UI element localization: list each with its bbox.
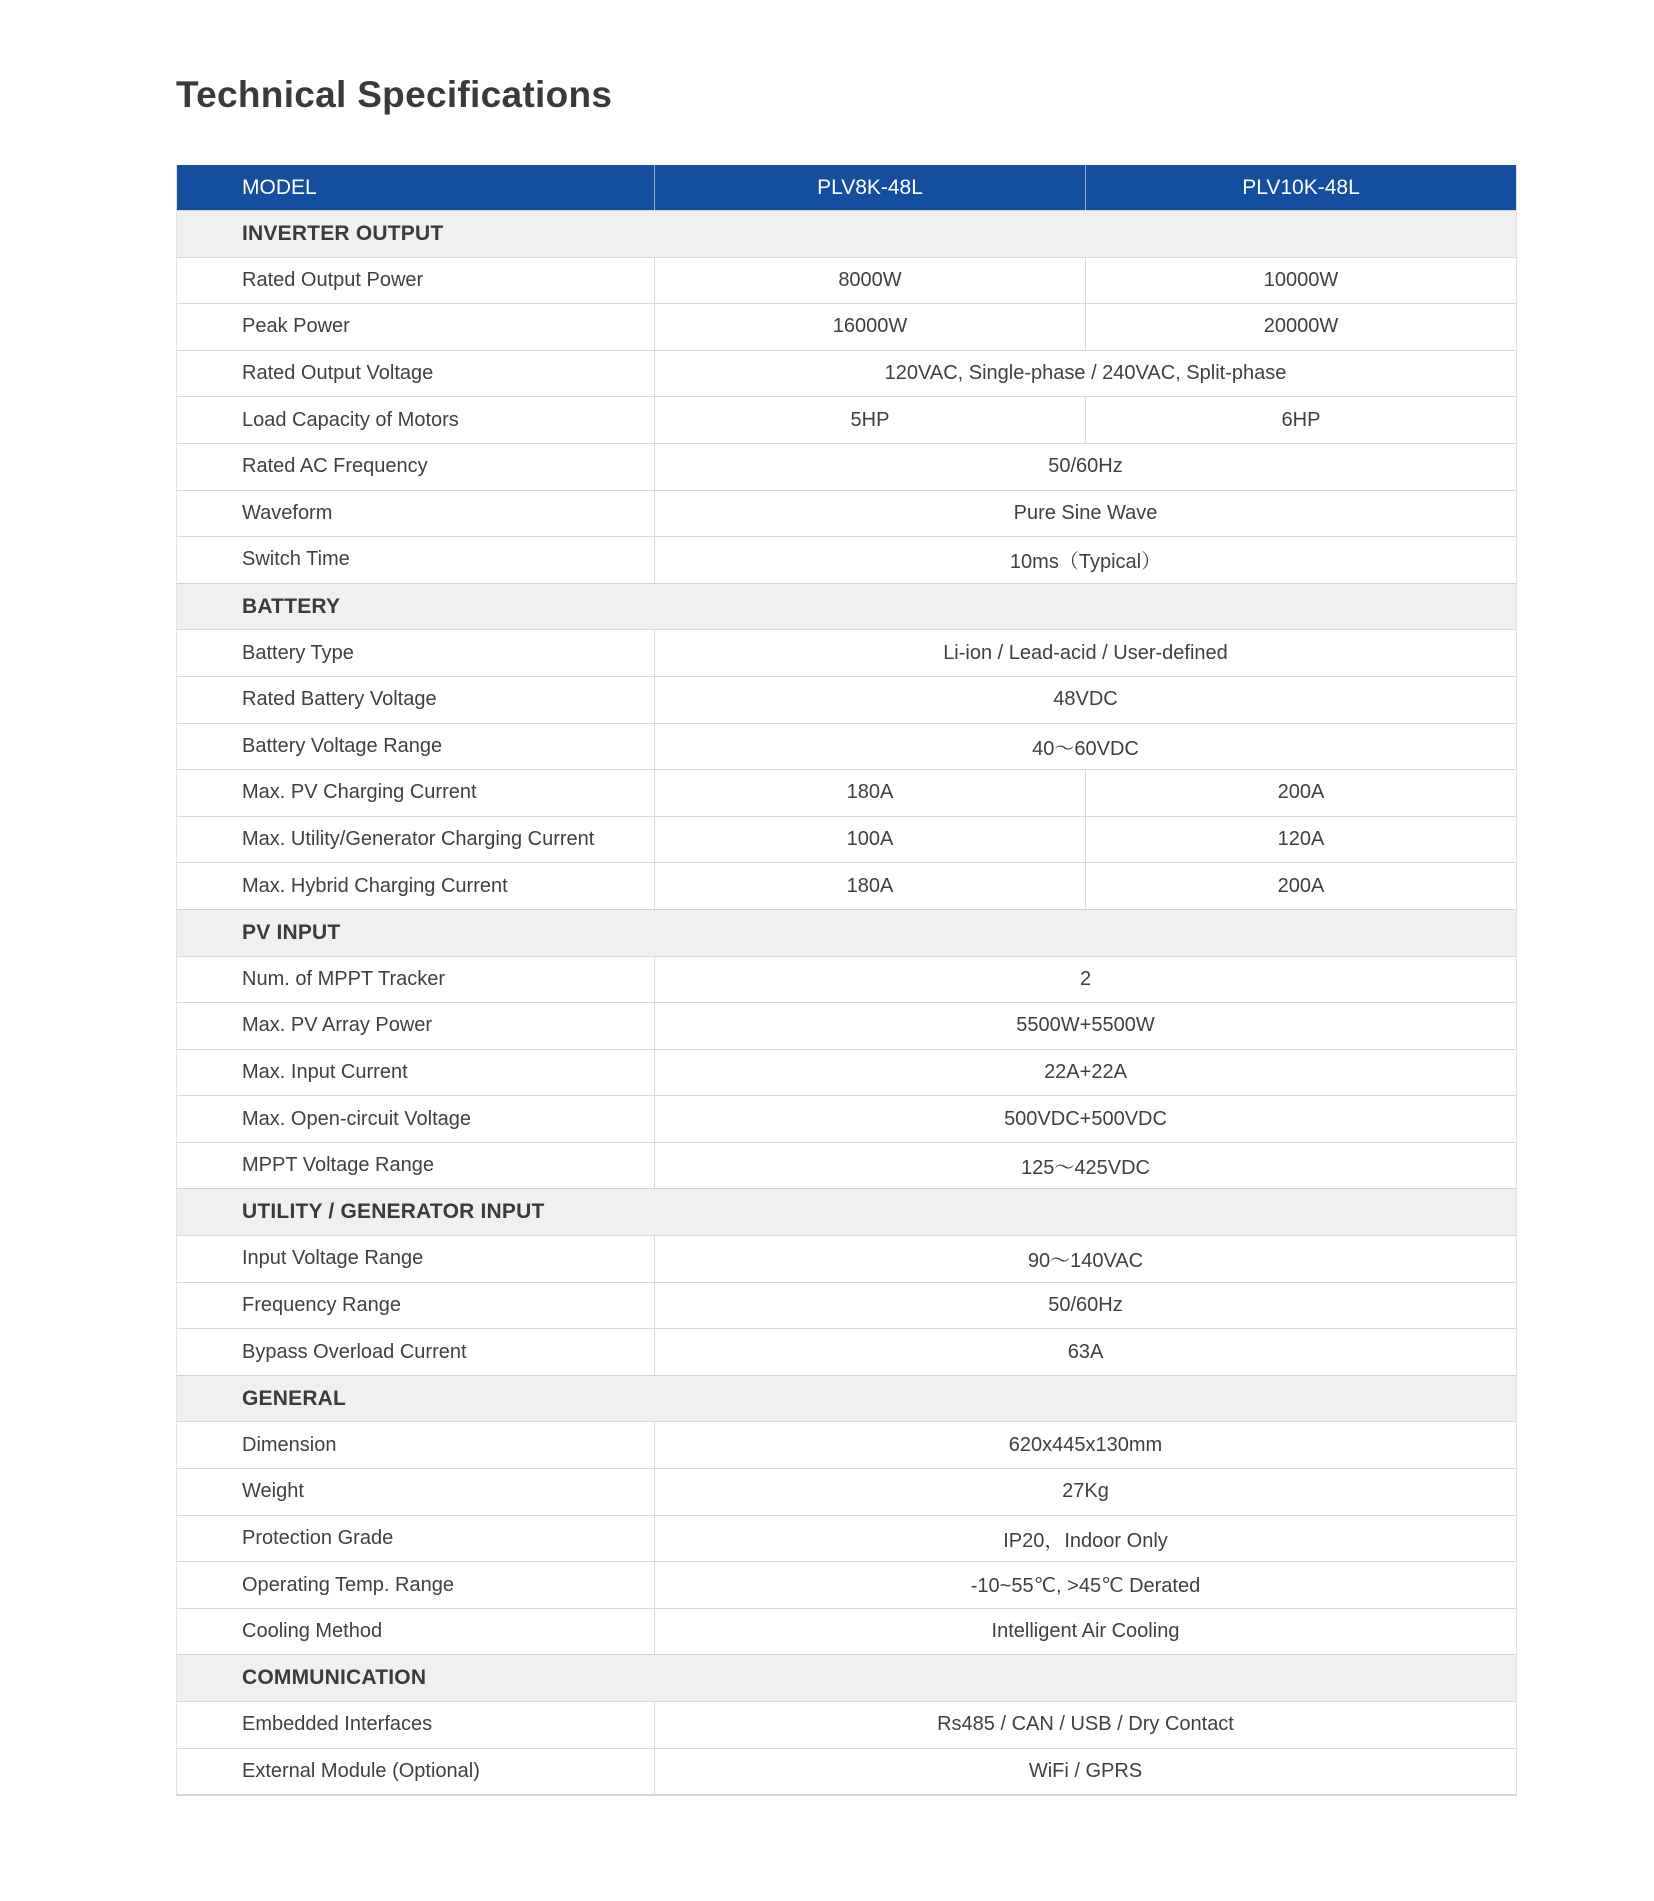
spec-row [177, 1235, 1516, 1282]
spec-label-cell: Rated Output Voltage [242, 362, 434, 385]
spec-row [177, 1701, 1516, 1748]
spec-value-span-cell: 10ms（Typical） [654, 537, 1516, 583]
spec-row [177, 1561, 1516, 1608]
spec-value-span-cell: 5500W+5500W [654, 1003, 1516, 1049]
spec-value-span-cell: 48VDC [654, 677, 1516, 723]
spec-value-cell: 180A [654, 770, 1085, 816]
spec-value-span-cell: IP20，Indoor Only [654, 1516, 1516, 1562]
spec-label-cell: Max. PV Charging Current [242, 781, 477, 804]
spec-row [177, 1328, 1516, 1375]
spec-label-cell: Waveform [242, 501, 333, 524]
spec-label-cell: Peak Power [242, 315, 350, 338]
spec-row [177, 1421, 1516, 1468]
spec-row [177, 676, 1516, 723]
spec-row [177, 1002, 1516, 1049]
spec-value-cell: 5HP [654, 397, 1085, 443]
spec-value-span-cell: 2 [654, 957, 1516, 1003]
spec-label-cell: Switch Time [242, 548, 350, 571]
spec-value-span-cell: 27Kg [654, 1469, 1516, 1515]
spec-label-cell: Max. Open-circuit Voltage [242, 1107, 471, 1130]
spec-row [177, 1608, 1516, 1655]
spec-value-span-cell: WiFi / GPRS [654, 1749, 1516, 1795]
spec-label-cell: Dimension [242, 1433, 337, 1456]
spec-value-cell: 200A [1085, 770, 1516, 816]
spec-row [177, 443, 1516, 490]
spec-row [177, 303, 1516, 350]
spec-value-cell: 16000W [654, 304, 1085, 350]
section-row [177, 583, 1516, 630]
spec-row [177, 1515, 1516, 1562]
spec-value-span-cell: 500VDC+500VDC [654, 1096, 1516, 1142]
spec-label-cell: Load Capacity of Motors [242, 408, 459, 431]
spec-label-cell: Frequency Range [242, 1293, 401, 1316]
spec-label-cell: Max. PV Array Power [242, 1014, 433, 1037]
section-row [177, 909, 1516, 956]
spec-row [177, 816, 1516, 863]
spec-value-cell: 8000W [654, 258, 1085, 304]
spec-row [177, 1142, 1516, 1189]
spec-label-cell: Rated AC Frequency [242, 455, 428, 478]
spec-value-span-cell: 620x445x130mm [654, 1422, 1516, 1468]
spec-label-cell: Embedded Interfaces [242, 1713, 433, 1736]
spec-label-cell: Protection Grade [242, 1526, 394, 1549]
spec-label-cell: Max. Input Current [242, 1060, 408, 1083]
spec-value-span-cell: Pure Sine Wave [654, 491, 1516, 537]
spec-row [177, 257, 1516, 304]
spec-table [176, 165, 1517, 1796]
spec-label-cell: Battery Voltage Range [242, 734, 443, 757]
spec-label-cell: External Module (Optional) [242, 1759, 480, 1782]
section-title: INVERTER OUTPUT [242, 221, 444, 245]
spec-value-span-cell: 50/60Hz [654, 1283, 1516, 1329]
spec-label-cell: Operating Temp. Range [242, 1573, 454, 1596]
spec-row [177, 1049, 1516, 1096]
section-title: UTILITY / GENERATOR INPUT [242, 1200, 545, 1224]
spec-row [177, 396, 1516, 443]
spec-value-cell: 200A [1085, 863, 1516, 909]
spec-value-span-cell: Rs485 / CAN / USB / Dry Contact [654, 1702, 1516, 1748]
spec-label-cell: Battery Type [242, 641, 354, 664]
spec-row [177, 1468, 1516, 1515]
section-row [177, 210, 1516, 257]
column-header-plv10k: PLV10K-48L [1085, 165, 1516, 210]
section-title: BATTERY [242, 594, 341, 618]
section-row [177, 1188, 1516, 1235]
spec-row [177, 723, 1516, 770]
spec-label-cell: Bypass Overload Current [242, 1340, 467, 1363]
spec-row [177, 629, 1516, 676]
spec-value-cell: 100A [654, 817, 1085, 863]
model-header-cell: MODEL [242, 175, 317, 199]
spec-value-cell: 6HP [1085, 397, 1516, 443]
spec-row [177, 862, 1516, 909]
spec-value-span-cell: 125～425VDC [654, 1143, 1516, 1189]
spec-value-span-cell: Li-ion / Lead-acid / User-defined [654, 630, 1516, 676]
section-title: GENERAL [242, 1386, 347, 1410]
spec-value-cell: 10000W [1085, 258, 1516, 304]
section-row [177, 1375, 1516, 1422]
spec-label-cell: Rated Output Power [242, 268, 424, 291]
spec-row [177, 536, 1516, 583]
table-header-row [177, 165, 1516, 210]
spec-value-span-cell: 90～140VAC [654, 1236, 1516, 1282]
spec-value-span-cell: 120VAC, Single-phase / 240VAC, Split-phase [654, 351, 1516, 397]
spec-row [177, 1095, 1516, 1142]
section-row [177, 1654, 1516, 1701]
spec-value-span-cell: 22A+22A [654, 1050, 1516, 1096]
spec-value-span-cell: 50/60Hz [654, 444, 1516, 490]
page-title: Technical Specifications [176, 74, 613, 115]
spec-row [177, 490, 1516, 537]
spec-value-cell: 20000W [1085, 304, 1516, 350]
spec-label-cell: Max. Utility/Generator Charging Current [242, 828, 595, 851]
spec-label-cell: Cooling Method [242, 1620, 383, 1643]
spec-row [177, 769, 1516, 816]
spec-value-span-cell: 40～60VDC [654, 724, 1516, 770]
section-title: PV INPUT [242, 920, 341, 944]
spec-row [177, 1748, 1516, 1795]
spec-row [177, 1282, 1516, 1329]
spec-value-cell: 180A [654, 863, 1085, 909]
spec-row [177, 956, 1516, 1003]
spec-value-span-cell: Intelligent Air Cooling [654, 1609, 1516, 1655]
spec-value-span-cell: 63A [654, 1329, 1516, 1375]
spec-label-cell: MPPT Voltage Range [242, 1154, 434, 1177]
section-title: COMMUNICATION [242, 1666, 427, 1690]
spec-value-cell: 120A [1085, 817, 1516, 863]
spec-value-span-cell: -10~55℃, >45℃ Derated [654, 1562, 1516, 1608]
spec-label-cell: Rated Battery Voltage [242, 688, 437, 711]
column-header-plv8k: PLV8K-48L [654, 165, 1085, 210]
spec-row [177, 350, 1516, 397]
spec-label-cell: Num. of MPPT Tracker [242, 967, 446, 990]
spec-label-cell: Max. Hybrid Charging Current [242, 874, 508, 897]
spec-label-cell: Weight [242, 1480, 304, 1503]
spec-label-cell: Input Voltage Range [242, 1247, 424, 1270]
